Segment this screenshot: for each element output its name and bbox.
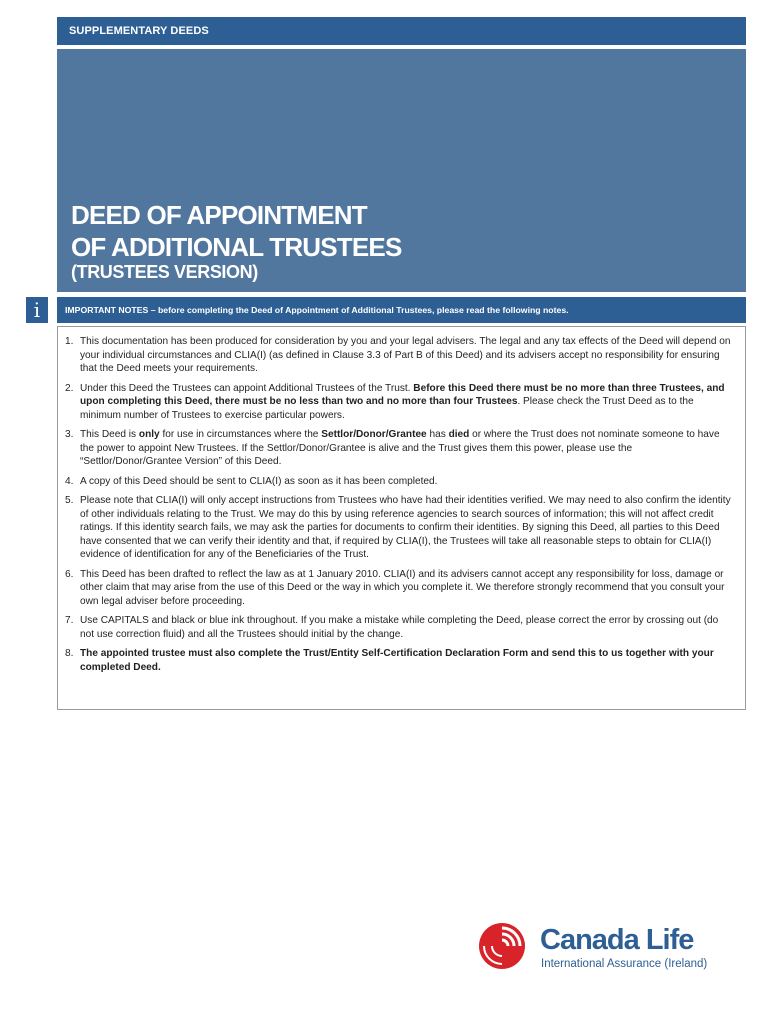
notes-list — [58, 327, 745, 674]
note-number: 6. — [65, 568, 74, 580]
note-item — [65, 568, 735, 609]
page-subtitle: (TRUSTEES VERSION) — [71, 262, 258, 282]
note-text: Use CAPITALS and black or blue ink throughout. If you make a mistake while completing the Deed, please correct the error by crossing out (do not use correction fluid) and all the Trustees should initial by the change. — [80, 615, 719, 640]
brand-tagline: International Assurance (Ireland) — [541, 958, 708, 970]
notes-heading: IMPORTANT NOTES – before completing the Deed of Appointment of Additional Trustees, please read the following notes. — [57, 297, 746, 323]
page-title-line-2: OF ADDITIONAL TRUSTEES — [71, 232, 402, 262]
note-number: 2. — [65, 382, 74, 394]
note-item — [65, 647, 735, 674]
page-title — [71, 199, 402, 263]
note-number: 4. — [65, 475, 74, 487]
note-item — [65, 335, 735, 376]
note-item — [65, 475, 735, 489]
note-text-bold: The appointed trustee must also complete the Trust/Entity Self-Certification Declaration Form and send this to us together with your completed Deed. — [80, 648, 714, 673]
page-title-line-1: DEED OF APPOINTMENT — [71, 200, 367, 230]
info-icon: i — [26, 297, 48, 323]
note-item — [65, 494, 735, 562]
note-text: Under this Deed the Trustees can appoint Additional Trustees of the Trust. — [80, 382, 414, 394]
note-item — [65, 382, 735, 423]
note-text: or where the Trust does not nominate someone to have the power to appoint New Trustees. If the Settlor/Donor/Grantee is alive and the Trust gives them this power, please use the “Settlor/Donor/Grantee Version” of this Deed. — [80, 429, 720, 467]
note-number: 8. — [65, 648, 74, 659]
note-item — [65, 428, 735, 469]
note-text-bold: Before this Deed there must be no more than three Trustees, and upon completing this Deed, there must be no less than two and no more than four Trustees — [80, 382, 725, 407]
note-text: This Deed has been drafted to reflect the law as at 1 January 2010. CLIA(I) and its advisers cannot accept any responsibility for loss, damage or other claim that may arise from the use of this Deed or the way in which you complete it. We therefore strongly recommend that you consult your own legal adviser before proceeding. — [80, 568, 725, 607]
note-text: for use in circumstances where the — [159, 429, 322, 440]
note-number: 1. — [65, 336, 74, 347]
note-text: A copy of this Deed should be sent to CLIA(I) as soon as it has been completed. — [80, 475, 438, 487]
note-number: 5. — [65, 495, 74, 506]
note-item — [65, 614, 735, 641]
note-number: 7. — [65, 615, 74, 626]
company-logo — [478, 920, 748, 980]
note-text-bold: Settlor/Donor/Grantee — [321, 429, 427, 440]
note-text: Please note that CLIA(I) will only accept instructions from Trustees who have had their identities verified. We may need to also confirm the identity of other individuals relating to the Trust. We may do this by using reference agencies to search sources of information; this will not affect credit ratings. If this identity search fails, we may ask the parties for documents to confirm their identities. By signing this Deed, all parties to this Deed have consented that we can verify their identity and that, if required by CLIA(I), the Trustees will take all reasonable steps to obtain for CLIA(I) evidence of identification for any of the Beneficiaries of the Trust. — [80, 495, 731, 560]
brand-name: Canada Life — [540, 924, 694, 956]
section-label: SUPPLEMENTARY DEEDS — [57, 17, 746, 45]
title-panel — [57, 49, 746, 292]
notes-box — [57, 326, 746, 710]
note-text: . Please check the Trust Deed as to the minimum number of Trustees to exercise particular powers. — [80, 396, 694, 421]
canada-life-logo-icon — [478, 922, 526, 970]
note-text-bold: only — [138, 429, 160, 440]
note-text: This documentation has been produced for consideration by you and your legal advisers. The legal and any tax effects of the Deed will depend on your individual circumstances and CLIA(I) (as defined in Clause 3.3 of Part B of this Deed) and its advisers accept no responsibility for ensuring that the Deed meets your requirements. — [80, 336, 731, 374]
note-number: 3. — [65, 429, 74, 440]
note-text: has — [426, 429, 449, 440]
note-text-bold: died — [448, 429, 470, 440]
note-text: This Deed is — [80, 429, 139, 440]
